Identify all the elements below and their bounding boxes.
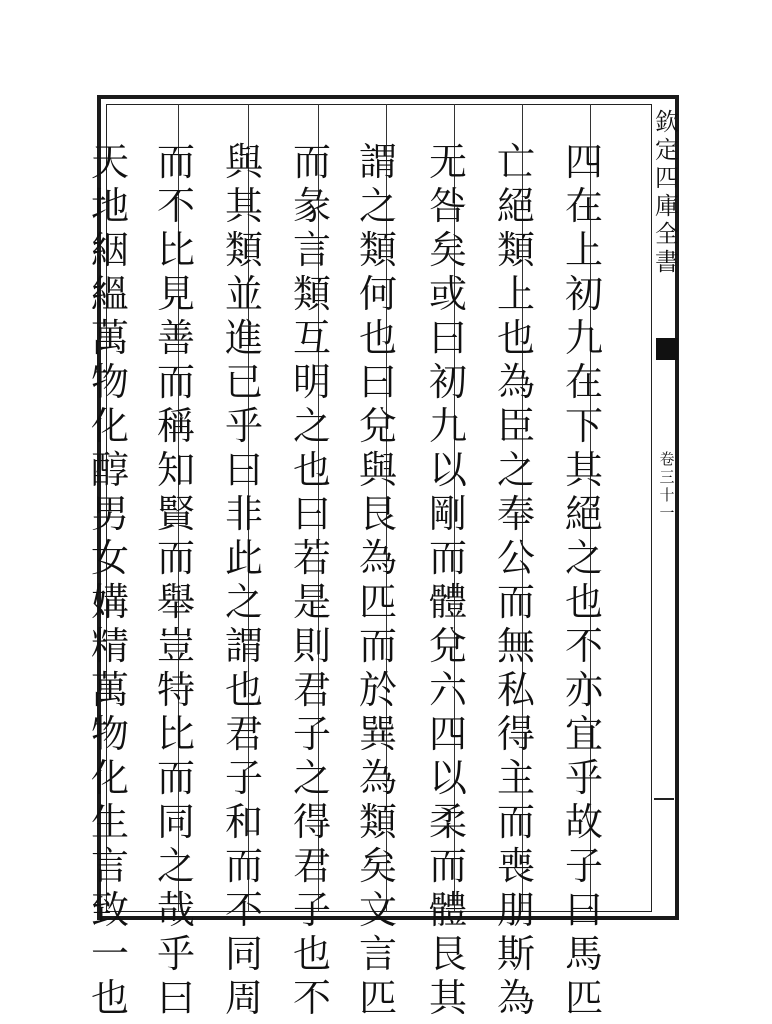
character: 馬 (564, 932, 603, 976)
character: 和 (224, 800, 263, 844)
character: 四 (655, 164, 679, 192)
character: 而 (224, 844, 263, 888)
character: 善 (156, 316, 195, 360)
character: 為 (358, 756, 397, 800)
character: 十 (659, 486, 675, 504)
character: 無 (496, 624, 535, 668)
character: 明 (292, 360, 331, 404)
character: 之 (358, 184, 397, 228)
character: 言 (90, 844, 129, 888)
character: 之 (224, 580, 263, 624)
character: 媾 (90, 580, 129, 624)
character: 並 (224, 272, 263, 316)
character: 若 (292, 536, 331, 580)
character: 初 (564, 272, 603, 316)
text-column (286, 140, 338, 1020)
character: 一 (90, 932, 129, 976)
character: 地 (90, 184, 129, 228)
character: 類 (224, 228, 263, 272)
character: 類 (358, 228, 397, 272)
character: 男 (90, 492, 129, 536)
character: 進 (224, 316, 263, 360)
character: 為 (496, 976, 535, 1020)
character: 之 (496, 448, 535, 492)
character: 不 (224, 888, 263, 932)
character: 物 (90, 360, 129, 404)
character: 是 (292, 580, 331, 624)
character: 定 (655, 136, 679, 164)
character: 九 (564, 316, 603, 360)
character: 以 (428, 448, 467, 492)
character: 得 (496, 712, 535, 756)
character: 故 (564, 800, 603, 844)
character: 為 (496, 360, 535, 404)
text-column (490, 140, 542, 1020)
character: 其 (564, 448, 603, 492)
character: 而 (428, 536, 467, 580)
character: 為 (358, 536, 397, 580)
character: 匹 (358, 580, 397, 624)
character: 子 (292, 888, 331, 932)
character: 在 (564, 184, 603, 228)
character: 公 (496, 536, 535, 580)
character: 天 (90, 140, 129, 184)
character: 文 (358, 888, 397, 932)
character: 下 (564, 404, 603, 448)
character: 非 (224, 492, 263, 536)
character: 乎 (564, 756, 603, 800)
character: 不 (292, 976, 331, 1020)
character: 周 (224, 976, 263, 1020)
character: 矣 (428, 228, 467, 272)
character: 得 (292, 800, 331, 844)
character: 縕 (90, 272, 129, 316)
character: 或 (428, 272, 467, 316)
character: 君 (292, 844, 331, 888)
character: 精 (90, 624, 129, 668)
character: 其 (224, 184, 263, 228)
character: 在 (564, 360, 603, 404)
character: 匹 (358, 976, 397, 1020)
character: 也 (224, 668, 263, 712)
text-column (422, 140, 474, 1020)
text-column (84, 140, 136, 1020)
character: 乎 (224, 404, 263, 448)
character: 同 (156, 800, 195, 844)
character: 咎 (428, 184, 467, 228)
character: 醇 (90, 448, 129, 492)
character: 三 (659, 468, 675, 486)
character: 也 (90, 976, 129, 1020)
character: 物 (90, 712, 129, 756)
text-column (150, 140, 202, 1020)
character: 見 (156, 272, 195, 316)
character: 類 (292, 272, 331, 316)
character: 乎 (156, 932, 195, 976)
character: 比 (156, 712, 195, 756)
text-column (558, 140, 610, 1020)
character: 亡 (496, 140, 535, 184)
text-column (218, 140, 270, 1020)
character: 何 (358, 272, 397, 316)
character: 也 (292, 932, 331, 976)
character: 女 (90, 536, 129, 580)
character: 書 (655, 248, 679, 276)
character: 萬 (90, 316, 129, 360)
character: 也 (292, 448, 331, 492)
character: 也 (564, 580, 603, 624)
character: 體 (428, 888, 467, 932)
character: 舉 (156, 580, 195, 624)
character: 子 (224, 756, 263, 800)
character: 奉 (496, 492, 535, 536)
character: 喪 (496, 844, 535, 888)
character: 四 (428, 712, 467, 756)
character: 則 (292, 624, 331, 668)
character: 稱 (156, 404, 195, 448)
character: 君 (224, 712, 263, 756)
character: 也 (496, 316, 535, 360)
character: 體 (428, 580, 467, 624)
character: 而 (358, 624, 397, 668)
fish-tail-mark (656, 338, 678, 360)
character: 絪 (90, 228, 129, 272)
character: 全 (655, 220, 679, 248)
character: 比 (156, 228, 195, 272)
character: 六 (428, 668, 467, 712)
character: 上 (496, 272, 535, 316)
margin-tick (654, 798, 674, 800)
character: 萬 (90, 668, 129, 712)
character: 卷 (659, 450, 675, 468)
character: 哉 (156, 888, 195, 932)
character: 曰 (358, 360, 397, 404)
character: 於 (358, 668, 397, 712)
character: 宜 (564, 712, 603, 756)
character: 類 (496, 228, 535, 272)
character: 絕 (564, 492, 603, 536)
character: 而 (496, 580, 535, 624)
text-column (352, 140, 404, 1020)
character: 謂 (224, 624, 263, 668)
character: 類 (358, 800, 397, 844)
character: 上 (564, 228, 603, 272)
character: 子 (564, 844, 603, 888)
character: 曰 (292, 492, 331, 536)
character: 曰 (564, 888, 603, 932)
character: 曰 (428, 316, 467, 360)
character: 无 (428, 140, 467, 184)
character: 互 (292, 316, 331, 360)
character: 矣 (358, 844, 397, 888)
character: 艮 (358, 492, 397, 536)
character: 同 (224, 932, 263, 976)
character: 不 (564, 624, 603, 668)
character: 臣 (496, 404, 535, 448)
character: 兌 (428, 624, 467, 668)
character: 九 (428, 404, 467, 448)
juan-number (658, 450, 676, 522)
character: 之 (564, 536, 603, 580)
character: 而 (156, 536, 195, 580)
character: 君 (292, 668, 331, 712)
character: 一 (659, 504, 675, 522)
character: 其 (428, 976, 467, 1020)
character: 子 (292, 712, 331, 756)
character: 之 (292, 404, 331, 448)
character: 兌 (358, 404, 397, 448)
character: 柔 (428, 800, 467, 844)
character: 剛 (428, 492, 467, 536)
character: 謂 (358, 140, 397, 184)
character: 而 (292, 140, 331, 184)
character: 化 (90, 756, 129, 800)
character: 也 (358, 316, 397, 360)
character: 斯 (496, 932, 535, 976)
character: 亦 (564, 668, 603, 712)
character: 初 (428, 360, 467, 404)
character: 而 (156, 756, 195, 800)
character: 而 (428, 844, 467, 888)
character: 庫 (655, 192, 679, 220)
character: 化 (90, 404, 129, 448)
character: 絕 (496, 184, 535, 228)
character: 曰 (224, 448, 263, 492)
character: 巽 (358, 712, 397, 756)
character: 之 (156, 844, 195, 888)
character: 此 (224, 536, 263, 580)
character: 與 (358, 448, 397, 492)
character: 生 (90, 800, 129, 844)
character: 欽 (655, 108, 679, 136)
character: 曰 (156, 976, 195, 1020)
character: 匹 (564, 976, 603, 1020)
character: 以 (428, 756, 467, 800)
character: 已 (224, 360, 263, 404)
character: 賢 (156, 492, 195, 536)
character: 而 (496, 800, 535, 844)
character: 四 (564, 140, 603, 184)
character: 主 (496, 756, 535, 800)
character: 特 (156, 668, 195, 712)
character: 朋 (496, 888, 535, 932)
character: 豈 (156, 624, 195, 668)
book-title (654, 108, 680, 358)
character: 言 (358, 932, 397, 976)
character: 致 (90, 888, 129, 932)
character: 而 (156, 140, 195, 184)
character: 彖 (292, 184, 331, 228)
character: 之 (292, 756, 331, 800)
character: 與 (224, 140, 263, 184)
character: 艮 (428, 932, 467, 976)
character: 知 (156, 448, 195, 492)
character: 而 (156, 360, 195, 404)
character: 不 (156, 184, 195, 228)
character: 言 (292, 228, 331, 272)
character: 私 (496, 668, 535, 712)
